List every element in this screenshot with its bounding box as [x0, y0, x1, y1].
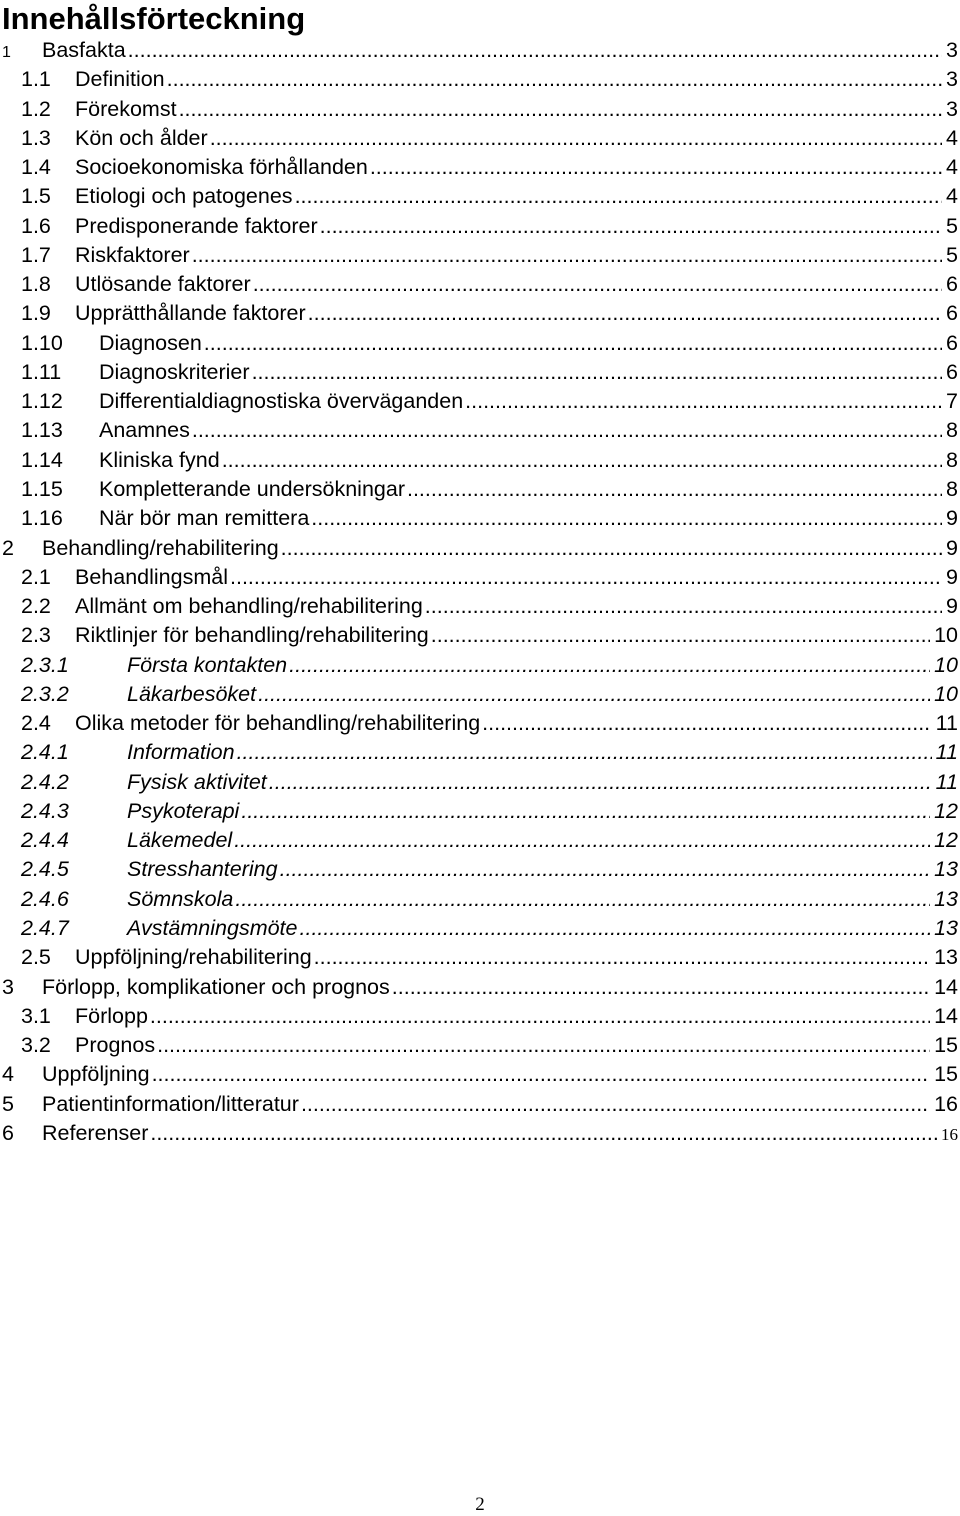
toc-entry-page: 15 [934, 1062, 958, 1087]
toc-entry-number: 1.15 [21, 476, 63, 501]
toc-entry[interactable] [0, 768, 960, 797]
toc-entry-page: 11 [935, 769, 958, 794]
toc-entry-page: 13 [934, 945, 958, 970]
toc-entry[interactable] [0, 534, 960, 563]
toc-entry-number: 1.9 [21, 301, 51, 326]
toc-entry-number: 1.1 [21, 67, 51, 92]
toc-entry[interactable] [0, 1002, 960, 1031]
toc-entry-number: 1.16 [21, 506, 63, 531]
toc-entry-number: 1.10 [21, 330, 63, 355]
toc-dot-leader [150, 1002, 930, 1031]
toc-entry-number: 2.3.2 [21, 681, 69, 706]
toc-entry-title: Uppföljning/rehabilitering [75, 945, 312, 970]
toc-entry[interactable] [0, 475, 960, 504]
toc-entry[interactable] [0, 797, 960, 826]
toc-entry-number: 1.5 [21, 184, 51, 209]
toc-entry-number: 2.4.5 [21, 857, 69, 882]
toc-dot-leader [370, 153, 942, 182]
toc-dot-leader [269, 768, 932, 797]
page-number: 2 [475, 1494, 485, 1515]
toc-entry[interactable] [0, 65, 960, 94]
toc-entry-page: 4 [946, 125, 958, 150]
toc-dot-leader [281, 534, 942, 563]
toc-entry-title: Definition [75, 67, 165, 92]
toc-dot-leader [210, 124, 942, 153]
toc-entry-number: 2.3.1 [21, 652, 69, 677]
toc-entry-number: 5 [2, 1091, 14, 1116]
toc-entry-number: 2.4.2 [21, 769, 69, 794]
toc-entry-page: 7 [946, 389, 958, 414]
toc-entry-title: Upprätthållande faktorer [75, 301, 306, 326]
toc-entry-page: 13 [934, 857, 958, 882]
toc-entry[interactable] [0, 212, 960, 241]
toc-entry-title: Kompletterande undersökningar [99, 476, 405, 501]
toc-entry-page: 9 [946, 564, 958, 589]
toc-dot-leader [241, 797, 930, 826]
toc-entry-page: 10 [934, 652, 958, 677]
toc-entry[interactable] [0, 36, 960, 65]
toc-dot-leader [295, 182, 942, 211]
toc-entry-number: 2.3 [21, 623, 51, 648]
toc-dot-leader [237, 738, 932, 767]
toc-entry-number: 1.12 [21, 389, 63, 414]
toc-dot-leader [235, 885, 930, 914]
toc-entry-title: Allmänt om behandling/rehabilitering [75, 594, 423, 619]
toc-entry-page: 8 [946, 476, 958, 501]
toc-entry-page: 11 [935, 740, 958, 765]
toc-entry[interactable] [0, 329, 960, 358]
toc-entry-title: Diagnosen [99, 330, 202, 355]
toc-entry-page: 9 [946, 506, 958, 531]
toc-entry[interactable] [0, 738, 960, 767]
toc-entry-number: 1.11 [21, 359, 62, 384]
toc-dot-leader [258, 680, 930, 709]
toc-entry-number: 2.5 [21, 945, 51, 970]
toc-dot-leader [167, 65, 942, 94]
toc-entry-title: När bör man remittera [99, 506, 310, 531]
toc-entry-page: 5 [946, 213, 958, 238]
toc-entry-title: Fysisk aktivitet [127, 769, 267, 794]
toc-entry-title: Utlösande faktorer [75, 272, 251, 297]
toc-dot-leader [289, 651, 930, 680]
toc-dot-leader [192, 241, 942, 270]
toc-title: Innehållsförteckning [2, 1, 306, 36]
toc-entry-number: 2.2 [21, 594, 51, 619]
toc-dot-leader [150, 1119, 937, 1148]
toc-entry-page: 4 [946, 155, 958, 180]
toc-entry-title: Förlopp [75, 1003, 148, 1028]
toc-entry-title: Predisponerande faktorer [75, 213, 318, 238]
toc-entry-title: Patientinformation/litteratur [42, 1091, 299, 1116]
toc-entry-page: 6 [946, 330, 958, 355]
toc-entry[interactable] [0, 943, 960, 972]
toc-entry[interactable] [0, 416, 960, 445]
toc-entry-page: 4 [946, 184, 958, 209]
toc-dot-leader [407, 475, 942, 504]
toc-entry[interactable] [0, 709, 960, 738]
toc-dot-leader [320, 212, 942, 241]
toc-entry-title: Uppföljning [42, 1062, 150, 1087]
toc-entry-page: 13 [934, 915, 958, 940]
toc-entry-number: 3 [2, 974, 14, 999]
toc-entry-title: Läkarbesöket [127, 681, 257, 706]
toc-entry-number: 1.14 [21, 447, 63, 472]
toc-entry-title: Basfakta [42, 38, 126, 62]
toc-entry[interactable] [0, 973, 960, 1002]
toc-entry-title: Socioekonomiska förhållanden [75, 155, 368, 180]
toc-entry[interactable] [0, 592, 960, 621]
toc-entry[interactable] [0, 153, 960, 182]
toc-entry[interactable] [0, 651, 960, 680]
toc-entry-page: 6 [946, 272, 958, 297]
toc-entry-number: 1.4 [21, 155, 51, 180]
toc-entry-page: 12 [934, 828, 958, 853]
toc-entry-page: 12 [934, 798, 958, 823]
toc-entry-title: Diagnoskriterier [99, 359, 250, 384]
toc-entry-number: 2.4.4 [21, 828, 69, 853]
toc-entry[interactable] [0, 855, 960, 884]
toc-entry-title: Olika metoder för behandling/rehabilitering [75, 711, 481, 736]
toc-entry-title: Avstämningsmöte [127, 915, 298, 940]
toc-entry-page: 16 [941, 1124, 958, 1144]
toc-dot-leader [128, 36, 942, 65]
toc-entry-page: 14 [934, 1003, 958, 1028]
toc-entry-page: 8 [946, 447, 958, 472]
toc-entry[interactable] [0, 124, 960, 153]
toc-entry[interactable] [0, 1031, 960, 1060]
toc-dot-leader [234, 826, 930, 855]
toc-entry-number: 1.7 [21, 242, 51, 267]
toc-entry[interactable] [0, 621, 960, 650]
toc-entry-page: 6 [946, 301, 958, 326]
toc-list [0, 36, 960, 1148]
toc-dot-leader [157, 1031, 930, 1060]
toc-entry-number: 4 [2, 1062, 14, 1087]
toc-entry-number: 1.8 [21, 272, 51, 297]
toc-entry[interactable] [0, 358, 960, 387]
toc-dot-leader [308, 299, 942, 328]
toc-dot-leader [204, 329, 942, 358]
toc-entry-title: Etiologi och patogenes [75, 184, 293, 209]
toc-entry-number: 2.4.6 [21, 886, 69, 911]
toc-entry[interactable] [0, 241, 960, 270]
toc-dot-leader [252, 358, 942, 387]
toc-entry-number: 1.2 [21, 96, 51, 121]
toc-entry-page: 3 [946, 38, 958, 62]
toc-entry-number: 1 [2, 44, 11, 61]
toc-entry[interactable] [0, 299, 960, 328]
toc-entry-page: 3 [946, 67, 958, 92]
toc-dot-leader [311, 504, 942, 533]
toc-entry-page: 3 [946, 96, 958, 121]
toc-entry[interactable] [0, 95, 960, 124]
toc-entry[interactable] [0, 504, 960, 533]
toc-dot-leader [192, 416, 942, 445]
toc-entry[interactable] [0, 826, 960, 855]
toc-entry[interactable] [0, 914, 960, 943]
toc-entry-number: 3.1 [21, 1003, 51, 1028]
toc-entry-number: 1.6 [21, 213, 51, 238]
toc-entry[interactable] [0, 563, 960, 592]
toc-entry-title: Information [127, 740, 235, 765]
toc-entry-title: Behandlingsmål [75, 564, 228, 589]
toc-entry[interactable] [0, 182, 960, 211]
toc-entry-title: Läkemedel [127, 828, 233, 853]
toc-entry-title: Prognos [75, 1033, 156, 1058]
toc-dot-leader [431, 621, 930, 650]
toc-entry[interactable] [0, 1119, 960, 1148]
toc-entry-number: 2.4.7 [21, 915, 69, 940]
toc-dot-leader [253, 270, 942, 299]
toc-entry-page: 15 [934, 1033, 958, 1058]
toc-entry-title: Stresshantering [127, 857, 278, 882]
toc-entry-page: 8 [946, 418, 958, 443]
toc-entry-number: 2 [2, 535, 14, 560]
toc-entry-title: Kliniska fynd [99, 447, 220, 472]
toc-entry-page: 10 [934, 623, 958, 648]
toc-entry-page: 10 [934, 681, 958, 706]
toc-entry-page: 9 [946, 535, 958, 560]
toc-entry-title: Psykoterapi [127, 798, 240, 823]
toc-entry-number: 1.3 [21, 125, 51, 150]
toc-entry-number: 1.13 [21, 418, 63, 443]
toc-dot-leader [222, 446, 942, 475]
toc-entry[interactable] [0, 1090, 960, 1119]
toc-entry-title: Riktlinjer för behandling/rehabilitering [75, 623, 429, 648]
toc-entry-page: 9 [946, 594, 958, 619]
toc-dot-leader [300, 914, 931, 943]
toc-dot-leader [230, 563, 942, 592]
toc-entry-page: 13 [934, 886, 958, 911]
toc-entry-title: Referenser [42, 1120, 149, 1145]
toc-entry-number: 2.4.3 [21, 798, 69, 823]
toc-dot-leader [425, 592, 942, 621]
toc-entry[interactable] [0, 270, 960, 299]
toc-entry-number: 3.2 [21, 1033, 51, 1058]
toc-entry[interactable] [0, 885, 960, 914]
toc-entry-title: Riskfaktorer [75, 242, 190, 267]
toc-entry-number: 6 [2, 1120, 14, 1145]
toc-entry-title: Förlopp, komplikationer och prognos [42, 974, 390, 999]
toc-entry-title: Behandling/rehabilitering [42, 535, 279, 560]
toc-entry-page: 11 [935, 711, 958, 736]
toc-entry[interactable] [0, 1060, 960, 1089]
toc-entry-title: Första kontakten [127, 652, 288, 677]
toc-entry[interactable] [0, 446, 960, 475]
toc-dot-leader [482, 709, 932, 738]
toc-dot-leader [152, 1060, 931, 1089]
toc-entry-page: 5 [946, 242, 958, 267]
toc-dot-leader [392, 973, 930, 1002]
toc-entry-title: Anamnes [99, 418, 190, 443]
toc-entry-title: Sömnskola [127, 886, 234, 911]
toc-dot-leader [179, 95, 942, 124]
toc-dot-leader [301, 1090, 930, 1119]
toc-entry-page: 6 [946, 359, 958, 384]
toc-entry[interactable] [0, 680, 960, 709]
toc-entry-page: 14 [934, 974, 958, 999]
toc-entry[interactable] [0, 387, 960, 416]
toc-entry-title: Differentialdiagnostiska överväganden [99, 389, 464, 414]
toc-entry-number: 2.4.1 [21, 740, 69, 765]
toc-entry-page: 16 [934, 1091, 958, 1116]
toc-entry-number: 2.4 [21, 711, 51, 736]
toc-entry-number: 2.1 [21, 564, 51, 589]
toc-dot-leader [465, 387, 942, 416]
toc-entry-title: Kön och ålder [75, 125, 208, 150]
toc-dot-leader [280, 855, 930, 884]
toc-dot-leader [314, 943, 930, 972]
toc-entry-title: Förekomst [75, 96, 177, 121]
